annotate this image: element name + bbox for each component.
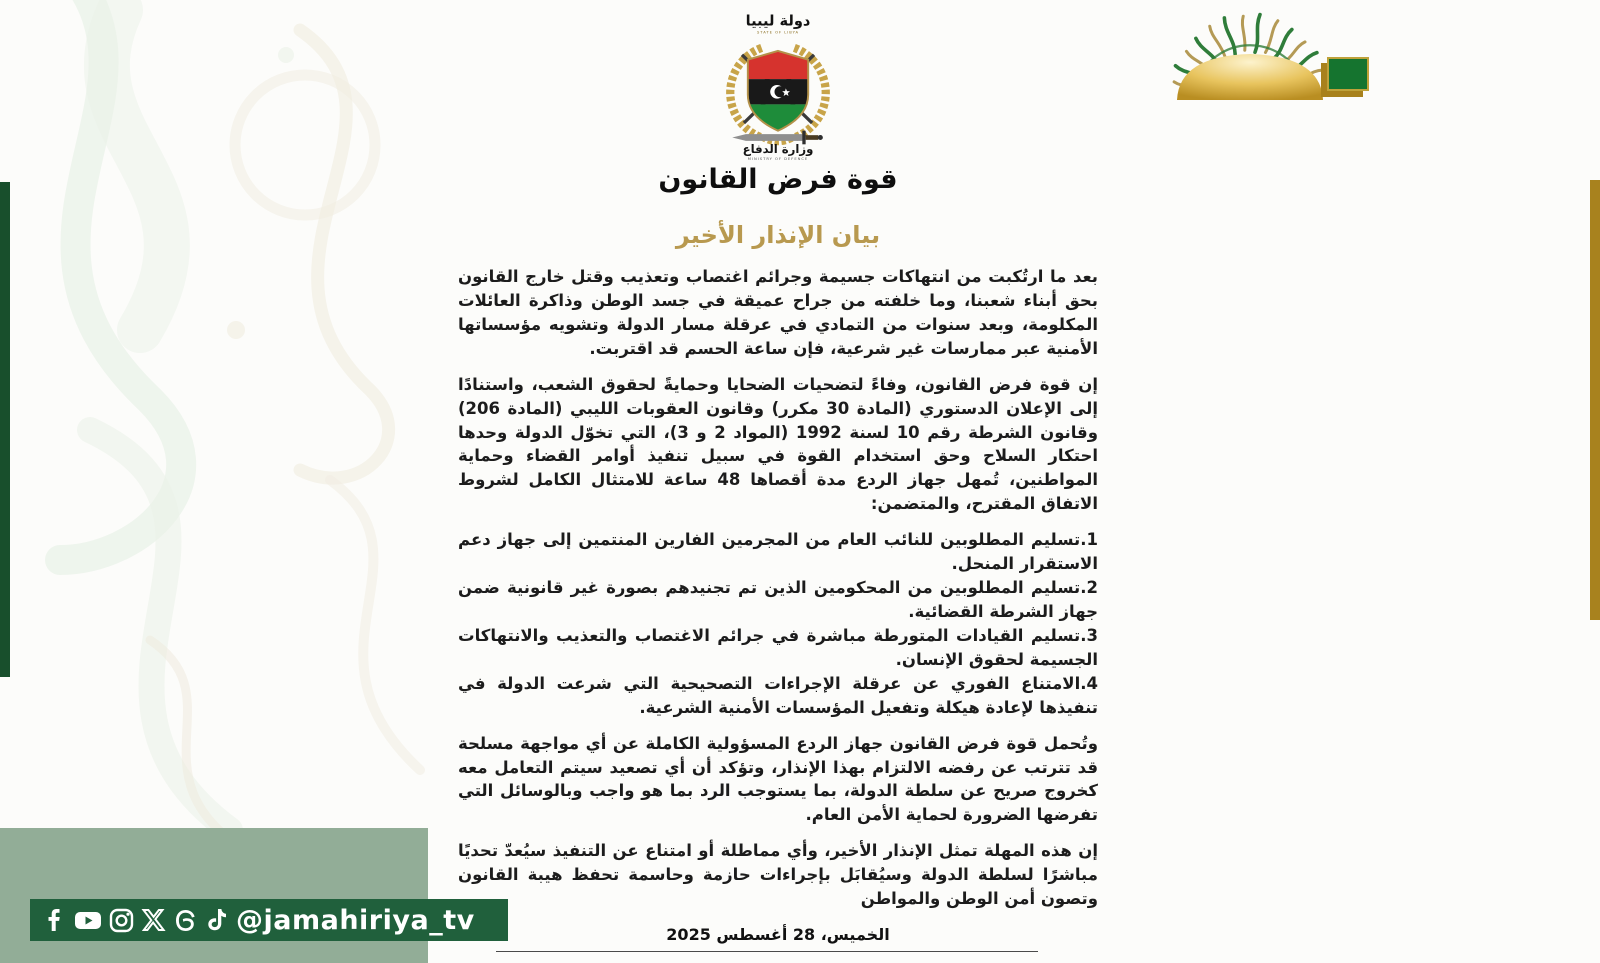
- background-ornament: [0, 0, 470, 963]
- sage-backdrop: [0, 828, 428, 963]
- list-item-4: 4.الامتناع الفوري عن عرقلة الإجراءات التصحيحية التي شرعت الدولة في تنفيذها لإعادة هيكلة وتفعيل المؤسسات الأمنية الشرعية.: [458, 673, 1098, 717]
- statement-paragraph-4: إن هذه المهلة تمثل الإنذار الأخير، وأي مماطلة أو امتناع عن التنفيذ سيُعدّ تحديًا مباشرًا لسلطة الدولة وسيُقابَل بإجراءات حازمة وحاسمة تحفظ هيبة القانون وتصون أمن الوطن والمواطن: [458, 841, 1098, 909]
- social-bar: [30, 899, 508, 941]
- youtube-icon: [73, 906, 103, 934]
- statement-title: بيان الإنذار الأخير: [675, 221, 881, 249]
- facebook-icon: [42, 906, 68, 934]
- tiktok-icon: [204, 906, 229, 934]
- org-name: قوة فرض القانون: [658, 164, 898, 195]
- instagram-icon: [108, 906, 135, 934]
- right-accent-bar: [1590, 180, 1600, 620]
- emblem-ministry-ar: وزارة الدفاع: [742, 142, 814, 157]
- emblem-ministry-en: MINISTRY OF DEFENCE: [747, 156, 809, 161]
- list-item-2: 2.تسليم المطلوبين من المحكومين الذين تم تجنيدهم بصورة غير قانونية ضمن جهاز الشرطة القضائية.: [458, 578, 1098, 621]
- statement-body: [458, 265, 1098, 911]
- statement-paragraph-2: إن قوة فرض القانون، وفاءً لتضحيات الضحايا وحمايةً لحقوق الشعب، واستنادًا إلى الإعلان الدستوري (المادة 30 مكرر) وقانون العقوبات الليبي (المادة 206) وقانون الشرطة رقم 10 لسنة 1992 (المواد 2 و 3)، التي تخوّل الدولة وحدها احتكار السلاح وحق استخدام القوة في سبيل تنفيذ أوامر القضاء وحماية المواطنين، تُمهل جهاز الردع مدة أقصاها 48 ساعة للامتثال الكامل لشروط الاتفاق المقترح، والمتضمن:: [458, 374, 1098, 514]
- emblem-country-en: STATE OF LIBYA: [756, 30, 800, 35]
- libya-flag-shield-icon: [748, 51, 808, 131]
- ministry-of-defence-emblem-icon: [705, 4, 851, 162]
- x-icon: [140, 906, 167, 934]
- green-flag-icon: [1327, 57, 1369, 91]
- statement-document: [458, 0, 1098, 952]
- left-accent-bar: [0, 182, 10, 677]
- date-divider: [496, 951, 1038, 952]
- list-item-3: 3.تسليم القيادات المتورطة مباشرة في جرائم الاغتصاب والتعذيب والانتهاكات الجسيمة لحقوق الإنسان.: [458, 625, 1098, 669]
- social-handle: @jamahiriya_tv: [236, 904, 475, 936]
- statement-paragraph-1: بعد ما ارتُكبت من انتهاكات جسيمة وجرائم اغتصاب وتعذيب وقتل خارج القانون بحق أبناء شعبنا، وما خلفته من جراح عميقة في جسد الوطن وذاكرة العائلات المكلومة، وبعد سنوات من التمادي في عرقلة مسار الدولة وتشويه مؤسساتها الأمنية عبر ممارسات غير شرعية، فإن ساعة الحسم قد اقتربت.: [458, 267, 1098, 358]
- list-item-1: 1.تسليم المطلوبين للنائب العام من المجرمين الفارين المنتمين إلى جهاز دعم الاستقرار المنحل.: [458, 530, 1098, 574]
- emblem-country-ar: دولة ليبيا: [745, 12, 811, 30]
- statement-date: الخميس، 28 أغسطس 2025: [666, 925, 890, 945]
- threads-icon: [172, 906, 199, 934]
- statement-paragraph-3: وتُحمل قوة فرض القانون جهاز الردع المسؤولية الكاملة عن أي مواجهة مسلحة قد تترتب عن رفضه الالتزام بهذا الإنذار، وتؤكد أن أي تصعيد سيتم التعامل معه كخروج صريح عن سلطة الدولة، بما يستوجب الرد بما هو واجب وبالوسائل التي تفرضها الضرورة لحماية الأمن العام.: [458, 733, 1098, 825]
